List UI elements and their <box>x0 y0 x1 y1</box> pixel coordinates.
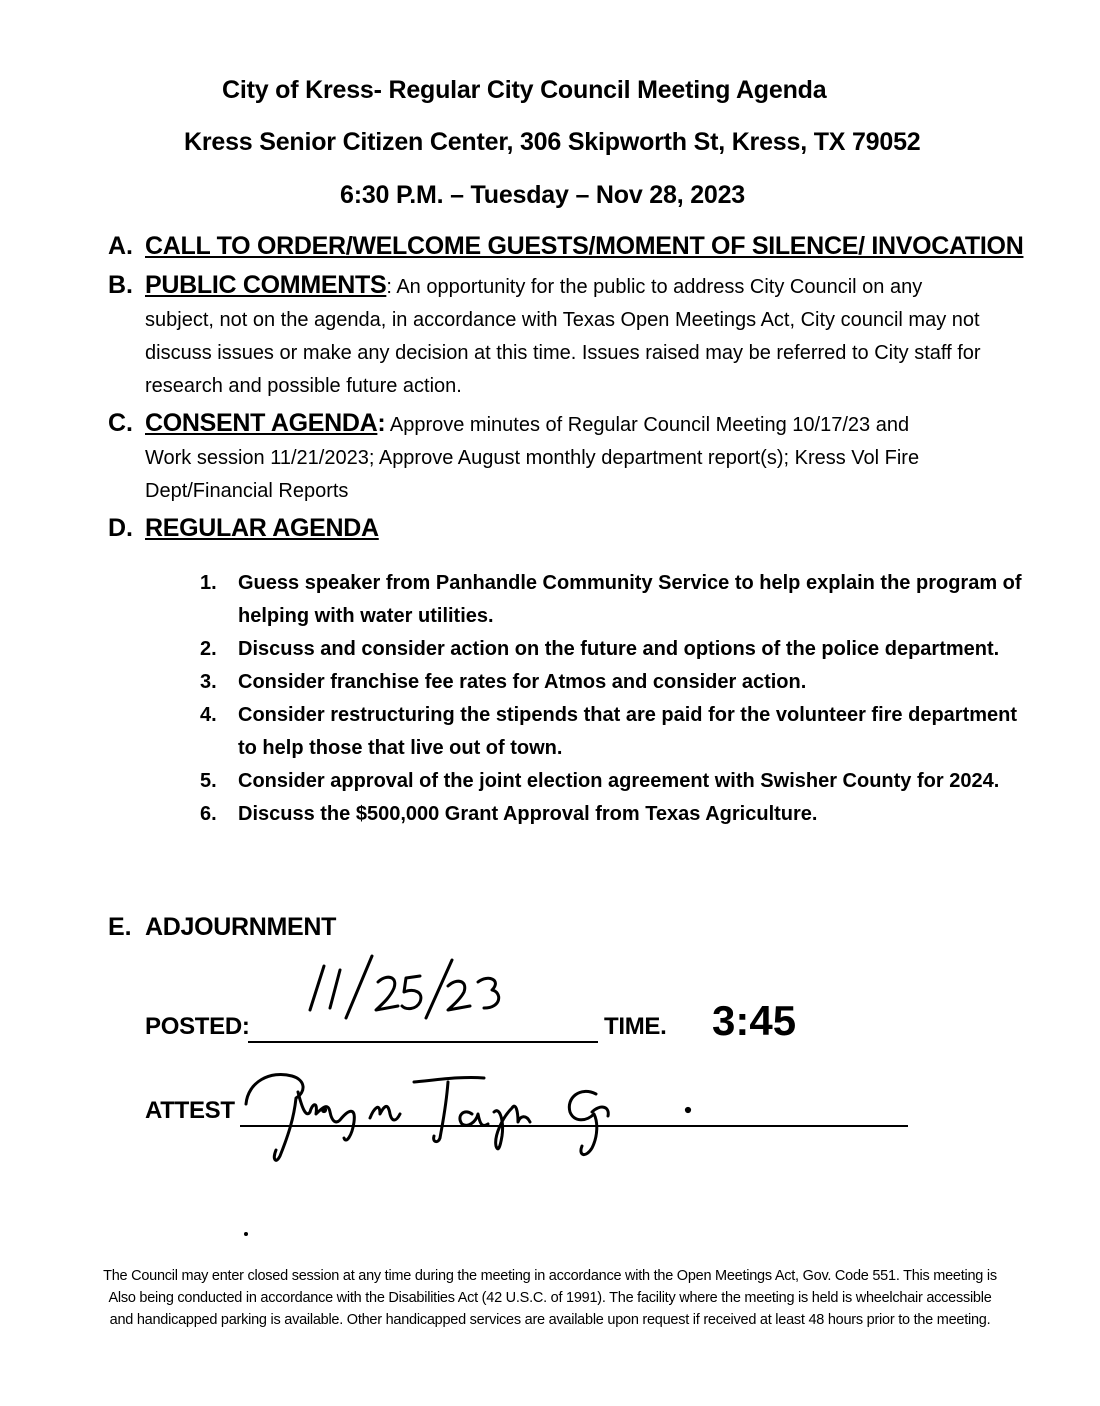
section-description-continued: Work session 11/21/2023; Approve August monthly department report(s); Kress Vol Fire Dept/Financial Reports <box>145 447 920 502</box>
section-title: PUBLIC COMMENTS <box>145 271 387 299</box>
section-letter: D. <box>108 514 133 542</box>
section-description-continued: subject, not on the agenda, in accordance with Texas Open Meetings Act, City council may not discuss issues or make any decision at this time. Issues raised may be referred to City staff for research and possible future action. <box>145 309 981 397</box>
agenda-item-text: Consider restructuring the stipends that are paid for the volunteer fire department to help those that live out of town. <box>238 704 1018 759</box>
footer-line: Also being conducted in accordance with the Disabilities Act (42 U.S.C. of 1991). The facility where the meeting is held is wheelchair accessible <box>108 1290 992 1306</box>
agenda-item <box>200 765 1030 798</box>
section-title: REGULAR AGENDA <box>145 514 379 542</box>
agenda-item <box>200 699 1030 765</box>
agenda-item <box>200 567 1030 633</box>
agenda-item-text: Consider franchise fee rates for Atmos and consider action. <box>238 671 807 693</box>
section-description: Approve minutes of Regular Council Meeting 10/17/23 and <box>385 414 910 436</box>
attest-label: ATTEST <box>145 1097 235 1124</box>
footer-disclaimer <box>40 1265 1060 1331</box>
footer-line: The Council may enter closed session at any time during the meeting in accordance with the Open Meetings Act, Gov. Code 551. This meeting is <box>103 1268 997 1284</box>
section-letter: B. <box>108 271 133 299</box>
page-title: City of Kress- Regular City Council Meeting Agenda <box>222 76 827 104</box>
agenda-item-number: 2. <box>200 638 217 660</box>
posted-time-value: 3:45 <box>712 997 797 1044</box>
posted-date-line <box>248 1041 598 1043</box>
agenda-item-number: 3. <box>200 671 217 693</box>
footer-line: and handicapped parking is available. Other handicapped services are available upon request if received at least 48 hours prior to the meeting. <box>109 1312 991 1328</box>
section-letter: C. <box>108 409 133 437</box>
agenda-item-text: Discuss the $500,000 Grant Approval from Texas Agriculture. <box>238 803 818 825</box>
agenda-item-text: Consider approval of the joint election agreement with Swisher County for 2024. <box>238 770 1000 792</box>
agenda-item <box>200 666 1030 699</box>
agenda-item-text: Discuss and consider action on the future and options of the police department. <box>238 638 1000 660</box>
section-title-colon: : <box>377 409 386 437</box>
attest-signature-icon <box>236 1052 716 1172</box>
time-label: TIME. <box>604 1013 667 1040</box>
agenda-item <box>200 798 1030 831</box>
agenda-item-text: Guess speaker from Panhandle Community Service to help explain the program of helping with water utilities. <box>238 572 1022 627</box>
section-title: CALL TO ORDER/WELCOME GUESTS/MOMENT OF SILENCE/ INVOCATION <box>145 232 1024 260</box>
agenda-item-number: 1. <box>200 572 217 594</box>
agenda-item <box>200 633 1030 666</box>
meeting-location: Kress Senior Citizen Center, 306 Skipworth St, Kress, TX 79052 <box>184 128 921 156</box>
agenda-item-number: 4. <box>200 704 217 726</box>
agenda-item-number: 6. <box>200 803 217 825</box>
handwritten-posted-date <box>302 952 522 1022</box>
section-description: : An opportunity for the public to address City Council on any <box>386 276 923 298</box>
section-letter: E. <box>108 913 132 941</box>
posted-label: POSTED: <box>145 1013 250 1040</box>
agenda-item-list <box>200 567 1030 831</box>
section-title: ADJOURNMENT <box>145 913 337 941</box>
meeting-datetime: 6:30 P.M. – Tuesday – Nov 28, 2023 <box>340 181 746 209</box>
section-title: CONSENT AGENDA <box>145 409 378 437</box>
stray-dot <box>244 1232 248 1236</box>
section-letter: A. <box>108 232 133 260</box>
agenda-item-number: 5. <box>200 770 217 792</box>
